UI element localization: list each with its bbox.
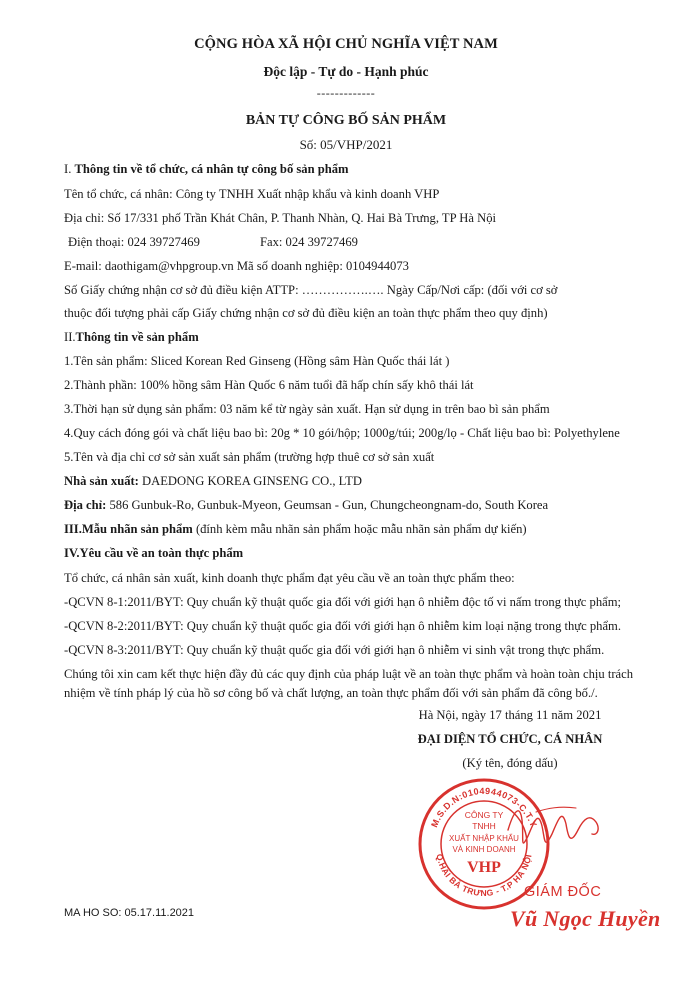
- svg-text:M.S.D.N:0104944073-C.T.Y: M.S.D.N:0104944073-C.T.Y: [429, 785, 539, 829]
- org-name: Tên tổ chức, cá nhân: Công ty TNHH Xuất nhập khẩu và kinh doanh VHP: [64, 187, 440, 201]
- manufacturing-facility: 5.Tên và địa chỉ cơ sở sản xuất sản phẩm (trường hợp thuê cơ sở sản xuất: [64, 450, 435, 464]
- svg-text:XUẤT NHẬP KHẨU: XUẤT NHẬP KHẨU: [449, 834, 519, 843]
- safety-req-2: -QCVN 8-2:2011/BYT: Quy chuẩn kỹ thuật quốc gia đối với giới hạn ô nhiễm kim loại nặng trong thực phẩm.: [64, 619, 622, 633]
- product-shelf-life: 3.Thời hạn sử dụng sản phẩm: 03 năm kể từ ngày sản xuất. Hạn sử dụng in trên bao bì sản phẩm: [64, 402, 550, 416]
- org-address: Địa chỉ: Số 17/331 phố Trần Khát Chân, P. Thanh Nhàn, Q. Hai Bà Trưng, TP Hà Nội: [64, 211, 496, 225]
- commitment-line-1: Chúng tôi xin cam kết thực hiện đầy đủ các quy định của pháp luật về an toàn thực phẩm và hoàn toàn chịu trách: [64, 667, 634, 681]
- cert-line-2: thuộc đối tượng phải cấp Giấy chứng nhận cơ sở đủ điều kiện an toàn thực phẩm theo quy định): [64, 306, 548, 320]
- section-3-heading: III.Mẫu nhãn sản phẩm (đính kèm mẫu nhãn sản phẩm hoặc mẫu nhãn sản phẩm dự kiến): [64, 522, 527, 536]
- document-number: Số: 05/VHP/2021: [299, 137, 393, 152]
- safety-req-3: -QCVN 8-3:2011/BYT: Quy chuẩn kỹ thuật quốc gia đối với giới hạn ô nhiễm vi sinh vật trong thực phẩm.: [64, 643, 605, 657]
- manufacturer-address: Địa chỉ: 586 Gunbuk-Ro, Gunbuk-Myeon, Geumsan - Gun, Chungcheongnam-do, South Korea: [64, 498, 549, 512]
- svg-text:Q.HAI BÀ TRƯNG - T.P HÀ NỘI: Q.HAI BÀ TRƯNG - T.P HÀ NỘI: [434, 852, 534, 899]
- signing-date: Hà Nội, ngày 17 tháng 11 năm 2021: [418, 708, 602, 722]
- handwritten-signature: [500, 790, 610, 870]
- svg-text:VHP: VHP: [467, 859, 501, 876]
- org-fax: Fax: 024 39727469: [260, 235, 358, 249]
- svg-text:VÀ KINH DOANH: VÀ KINH DOANH: [452, 845, 516, 854]
- safety-intro: Tổ chức, cá nhân sản xuất, kinh doanh thực phẩm đạt yêu cầu về an toàn thực phẩm theo:: [64, 571, 515, 585]
- org-email: E-mail: daothigam@vhpgroup.vn Mã số doanh nghiệp: 0104944073: [64, 259, 409, 273]
- safety-req-1: -QCVN 8-1:2011/BYT: Quy chuẩn kỹ thuật quốc gia đối với giới hạn ô nhiễm độc tố vi nấm trong thực phẩm;: [64, 595, 622, 609]
- section-2-heading: II.Thông tin về sản phẩm: [64, 330, 199, 344]
- manufacturer: Nhà sản xuất: DAEDONG KOREA GINSENG CO., LTD: [64, 474, 362, 488]
- commitment-line-2: nhiệm về tính pháp lý của hồ sơ công bố và chất lượng, an toàn thực phẩm đối với sản phẩm đã công bố./.: [64, 686, 598, 700]
- svg-text:TNHH: TNHH: [472, 821, 496, 831]
- signer-name: Vũ Ngọc Huyền: [510, 906, 661, 931]
- product-ingredients: 2.Thành phần: 100% hồng sâm Hàn Quốc 6 năm tuổi đã hấp chín sấy khô thái lát: [64, 378, 474, 392]
- product-packaging: 4.Quy cách đóng gói và chất liệu bao bì: 20g * 10 gói/hộp; 1000g/túi; 200g/lọ - Chất liệu bao bì: Polyethylene: [64, 426, 620, 440]
- national-title: CỘNG HÒA XÃ HỘI CHỦ NGHĨA VIỆT NAM: [194, 36, 498, 52]
- document-title: BẢN TỰ CÔNG BỐ SẢN PHẨM: [245, 113, 447, 128]
- record-code: MA HO SO: 05.17.11.2021: [64, 907, 195, 919]
- org-phone: Điện thoại: 024 39727469: [68, 235, 200, 249]
- svg-text:CÔNG TY: CÔNG TY: [464, 810, 504, 820]
- section-1-heading: I. Thông tin về tổ chức, cá nhân tự công bố sản phẩm: [64, 162, 349, 176]
- cert-line-1: Số Giấy chứng nhận cơ sở đủ điều kiện ATTP: …………….…. Ngày Cấp/Nơi cấp: (đối với cơ sở: [64, 283, 558, 297]
- motto: Độc lập - Tự do - Hạnh phúc: [263, 64, 429, 79]
- section-4-heading: IV.Yêu cầu về an toàn thực phẩm: [64, 546, 244, 560]
- header-divider: -------------: [316, 86, 376, 100]
- product-name: 1.Tên sản phẩm: Sliced Korean Red Ginseng (Hồng sâm Hàn Quốc thái lát ): [64, 354, 450, 368]
- sign-note: (Ký tên, đóng dấu): [462, 756, 558, 770]
- position-title: GIÁM ĐỐC: [524, 884, 602, 900]
- representative-title: ĐẠI DIỆN TỔ CHỨC, CÁ NHÂN: [417, 732, 603, 746]
